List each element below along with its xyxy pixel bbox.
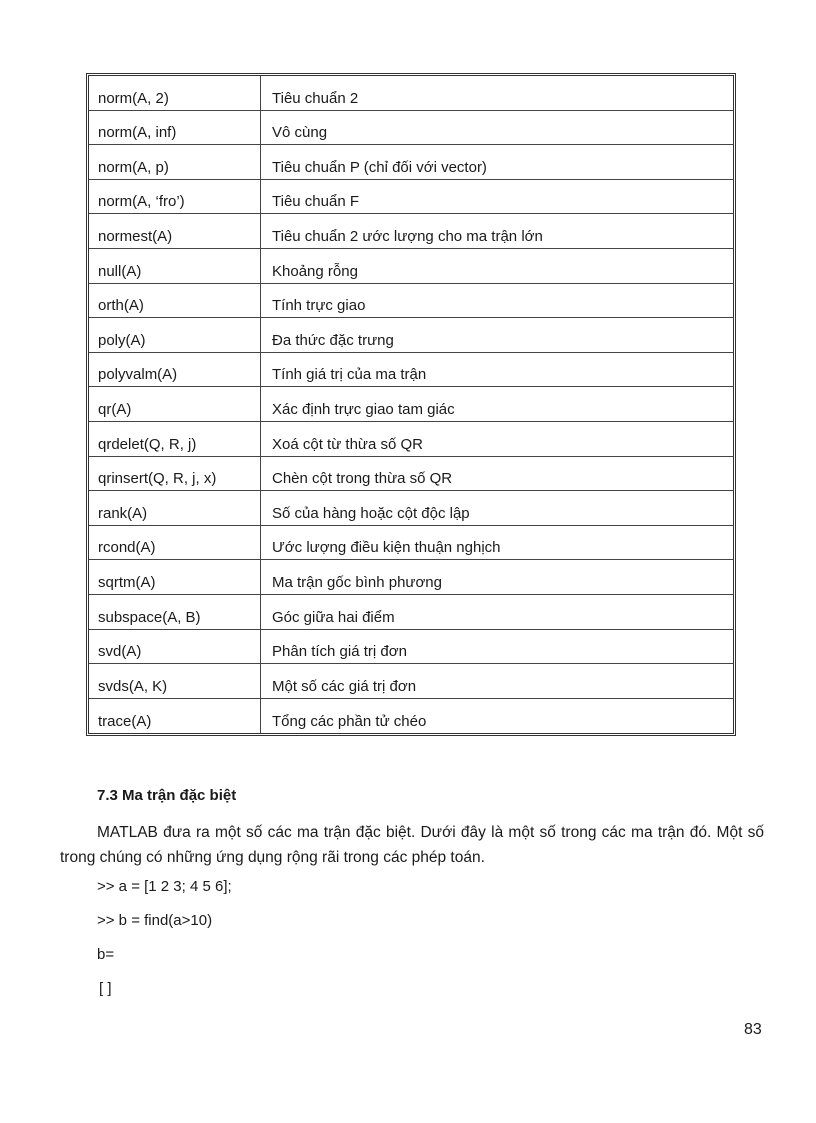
function-description: Tiêu chuẩn 2 ước lượng cho ma trận lớn (272, 227, 543, 245)
table-row (89, 387, 733, 422)
function-name: null(A) (89, 249, 261, 283)
function-description: Tổng các phần tử chéo (272, 713, 427, 731)
function-description: Tiêu chuẩn 2 (272, 89, 359, 107)
section-heading: 7.3 Ma trận đặc biệt (97, 787, 237, 804)
table-row (89, 526, 733, 561)
function-description: Tính giá trị của ma trận (272, 366, 427, 384)
table-row (89, 457, 733, 492)
function-description: Chèn cột trong thừa số QR (272, 470, 453, 488)
function-description: Tiêu chuẩn P (chỉ đối với vector) (272, 158, 487, 176)
code-output-value: [ ] (99, 980, 112, 997)
body-paragraph: MATLAB đưa ra một số các ma trận đặc biệt. Dưới đây là một số trong các ma trận đó. Một số trong chúng có những ứng dụng rộng rãi trong các phép toán. (60, 824, 764, 866)
table-row (89, 699, 733, 734)
code-output-label: b= (97, 946, 115, 963)
code-line: >> b = find(a>10) (97, 912, 213, 929)
table-row (89, 595, 733, 630)
function-name: sqrtm(A) (89, 560, 261, 594)
table-row (89, 630, 733, 665)
function-description: Số của hàng hoặc cột độc lập (272, 504, 470, 522)
table-row (89, 560, 733, 595)
function-name: norm(A, 2) (89, 76, 261, 110)
function-name: normest(A) (89, 214, 261, 248)
function-name: rcond(A) (89, 526, 261, 560)
table-row (89, 111, 733, 146)
function-name: qrdelet(Q, R, j) (89, 422, 261, 456)
function-description: Đa thức đặc trưng (272, 331, 394, 349)
table-row (89, 284, 733, 319)
function-name: svds(A, K) (89, 664, 261, 698)
function-description: Tiêu chuẩn F (272, 193, 359, 211)
function-name: norm(A, p) (89, 145, 261, 179)
function-name: qr(A) (89, 387, 261, 421)
table-row (89, 145, 733, 180)
function-description: Góc giữa hai điểm (272, 608, 395, 626)
code-line: >> a = [1 2 3; 4 5 6]; (97, 878, 232, 895)
table-row (89, 491, 733, 526)
table-row (89, 214, 733, 249)
function-description: Một số các giá trị đơn (272, 677, 417, 695)
function-description: Vô cùng (272, 124, 328, 142)
function-description: Khoảng rỗng (272, 262, 358, 280)
table-row (89, 249, 733, 284)
function-description: Ma trận gốc bình phương (272, 573, 442, 591)
function-table (86, 73, 736, 736)
table-row (89, 180, 733, 215)
table-row (89, 422, 733, 457)
function-name: subspace(A, B) (89, 595, 261, 629)
table-row (89, 664, 733, 699)
function-description: Ước lượng điều kiện thuận nghịch (272, 539, 501, 557)
function-name: poly(A) (89, 318, 261, 352)
function-name: trace(A) (89, 699, 261, 734)
function-description: Phân tích giá trị đơn (272, 643, 407, 661)
function-description: Xác định trực giao tam giác (272, 400, 455, 418)
function-name: qrinsert(Q, R, j, x) (89, 457, 261, 491)
page-number: 83 (744, 1021, 762, 1038)
function-description: Xoá cột từ thừa số QR (272, 435, 423, 453)
table-row (89, 318, 733, 353)
function-name: polyvalm(A) (89, 353, 261, 387)
function-name: orth(A) (89, 284, 261, 318)
table-row (89, 76, 733, 111)
table-row (89, 353, 733, 388)
function-name: svd(A) (89, 630, 261, 664)
function-description: Tính trực giao (272, 297, 366, 315)
function-name: rank(A) (89, 491, 261, 525)
function-name: norm(A, ‘fro’) (89, 180, 261, 214)
function-name: norm(A, inf) (89, 111, 261, 145)
